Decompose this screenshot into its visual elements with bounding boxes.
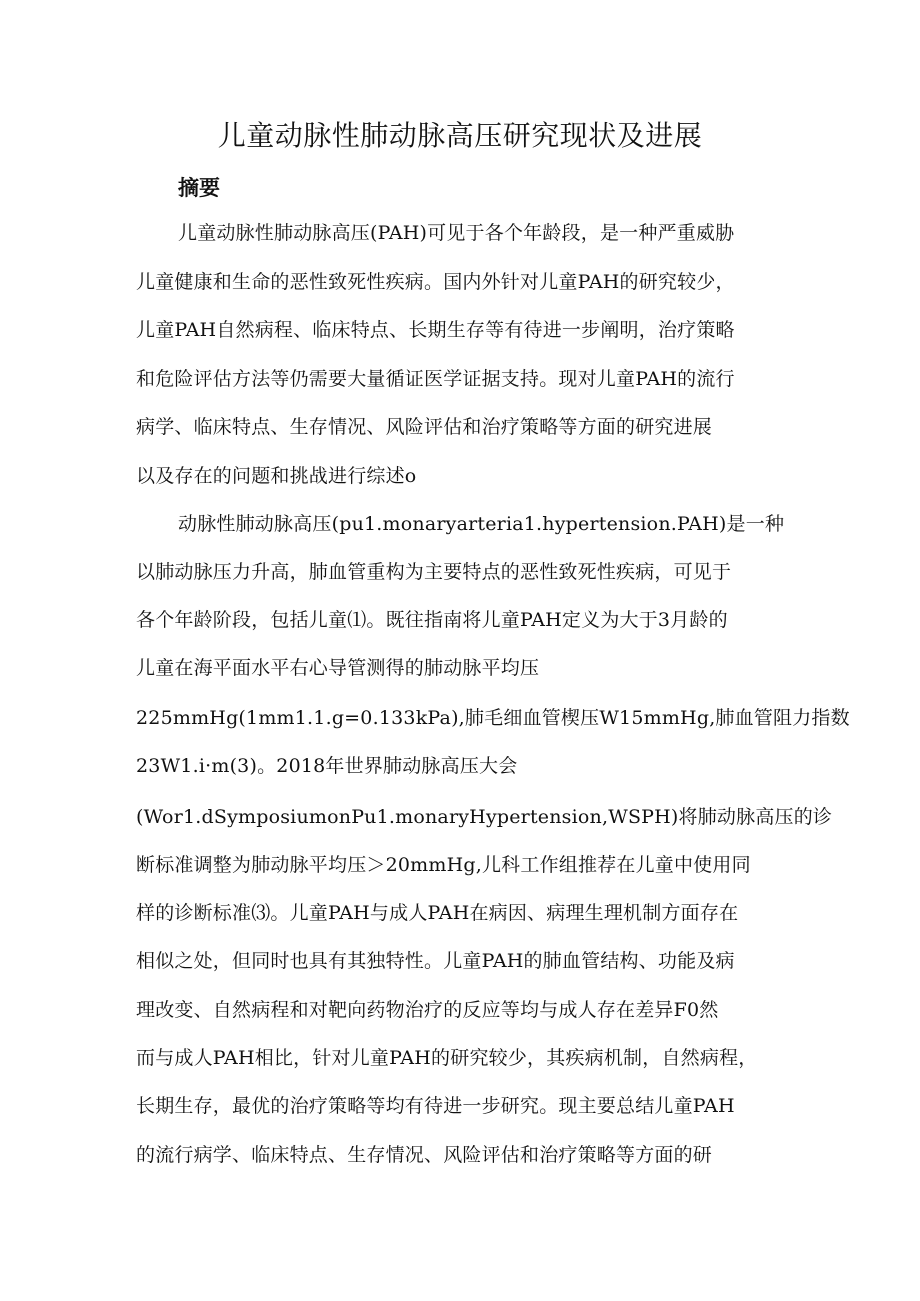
body-line-6: 23W1.i·m(3)。2018年世界肺动脉高压大会 — [136, 755, 518, 777]
document-title: 儿童动脉性肺动脉高压研究现状及进展 — [217, 119, 703, 152]
body-line-13: 长期生存，最优的治疗策略等均有待进一步研究。现主要总结儿童PAH — [136, 1095, 735, 1117]
body-line-10: 相似之处，但同时也具有其独特性。儿童PAH的肺血管结构、功能及病 — [136, 950, 735, 972]
body-line-11: 理改变、自然病程和对靶向药物治疗的反应等均与成人存在差异F0然 — [136, 999, 719, 1021]
body-line-12: 而与成人PAH相比，针对儿童PAH的研究较少，其疾病机制，自然病程， — [136, 1047, 758, 1069]
body-line-3: 各个年龄阶段，包括儿童⑴。既往指南将儿童PAH定义为大于3月龄的 — [136, 609, 728, 631]
body-line-4: 儿童在海平面水平右心导管测得的肺动脉平均压 — [136, 657, 540, 679]
abstract-line-5: 病学、临床特点、生存情况、风险评估和治疗策略等方面的研究进展 — [136, 416, 713, 438]
abstract-line-6: 以及存在的问题和挑战进行综述o — [136, 465, 417, 487]
abstract-line-3: 儿童PAH自然病程、临床特点、长期生存等有待进一步阐明，治疗策略 — [136, 319, 735, 341]
body-line-14: 的流行病学、临床特点、生存情况、风险评估和治疗策略等方面的研 — [136, 1144, 713, 1166]
abstract-line-1: 儿童动脉性肺动脉高压(PAH)可见于各个年龄段，是一种严重威胁 — [178, 222, 735, 244]
body-line-1: 动脉性肺动脉高压(pu1.monaryarteria1.hypertension.PAH)是一种 — [178, 513, 785, 535]
body-line-5: 225mmHg(1mm1.1.g=0.133kPa),肺毛细血管楔压W15mmHg,肺血管阻力指数 — [136, 707, 850, 729]
body-line-9: 样的诊断标准⑶。儿童PAH与成人PAH在病因、病理生理机制方面存在 — [136, 902, 739, 924]
body-line-8: 断标准调整为肺动脉平均压＞20mmHg,儿科工作组推荐在儿童中使用同 — [136, 854, 751, 876]
abstract-line-4: 和危险评估方法等仍需要大量循证医学证据支持。现对儿童PAH的流行 — [136, 368, 735, 390]
body-line-7: (Wor1.dSymposiumonPu1.monaryHypertension,WSPH)将肺动脉高压的诊 — [136, 806, 833, 828]
abstract-line-2: 儿童健康和生命的恶性致死性疾病。国内外针对儿童PAH的研究较少， — [136, 271, 735, 293]
body-line-2: 以肺动脉压力升高，肺血管重构为主要特点的恶性致死性疾病，可见于 — [136, 561, 732, 583]
abstract-heading: 摘要 — [178, 176, 220, 200]
